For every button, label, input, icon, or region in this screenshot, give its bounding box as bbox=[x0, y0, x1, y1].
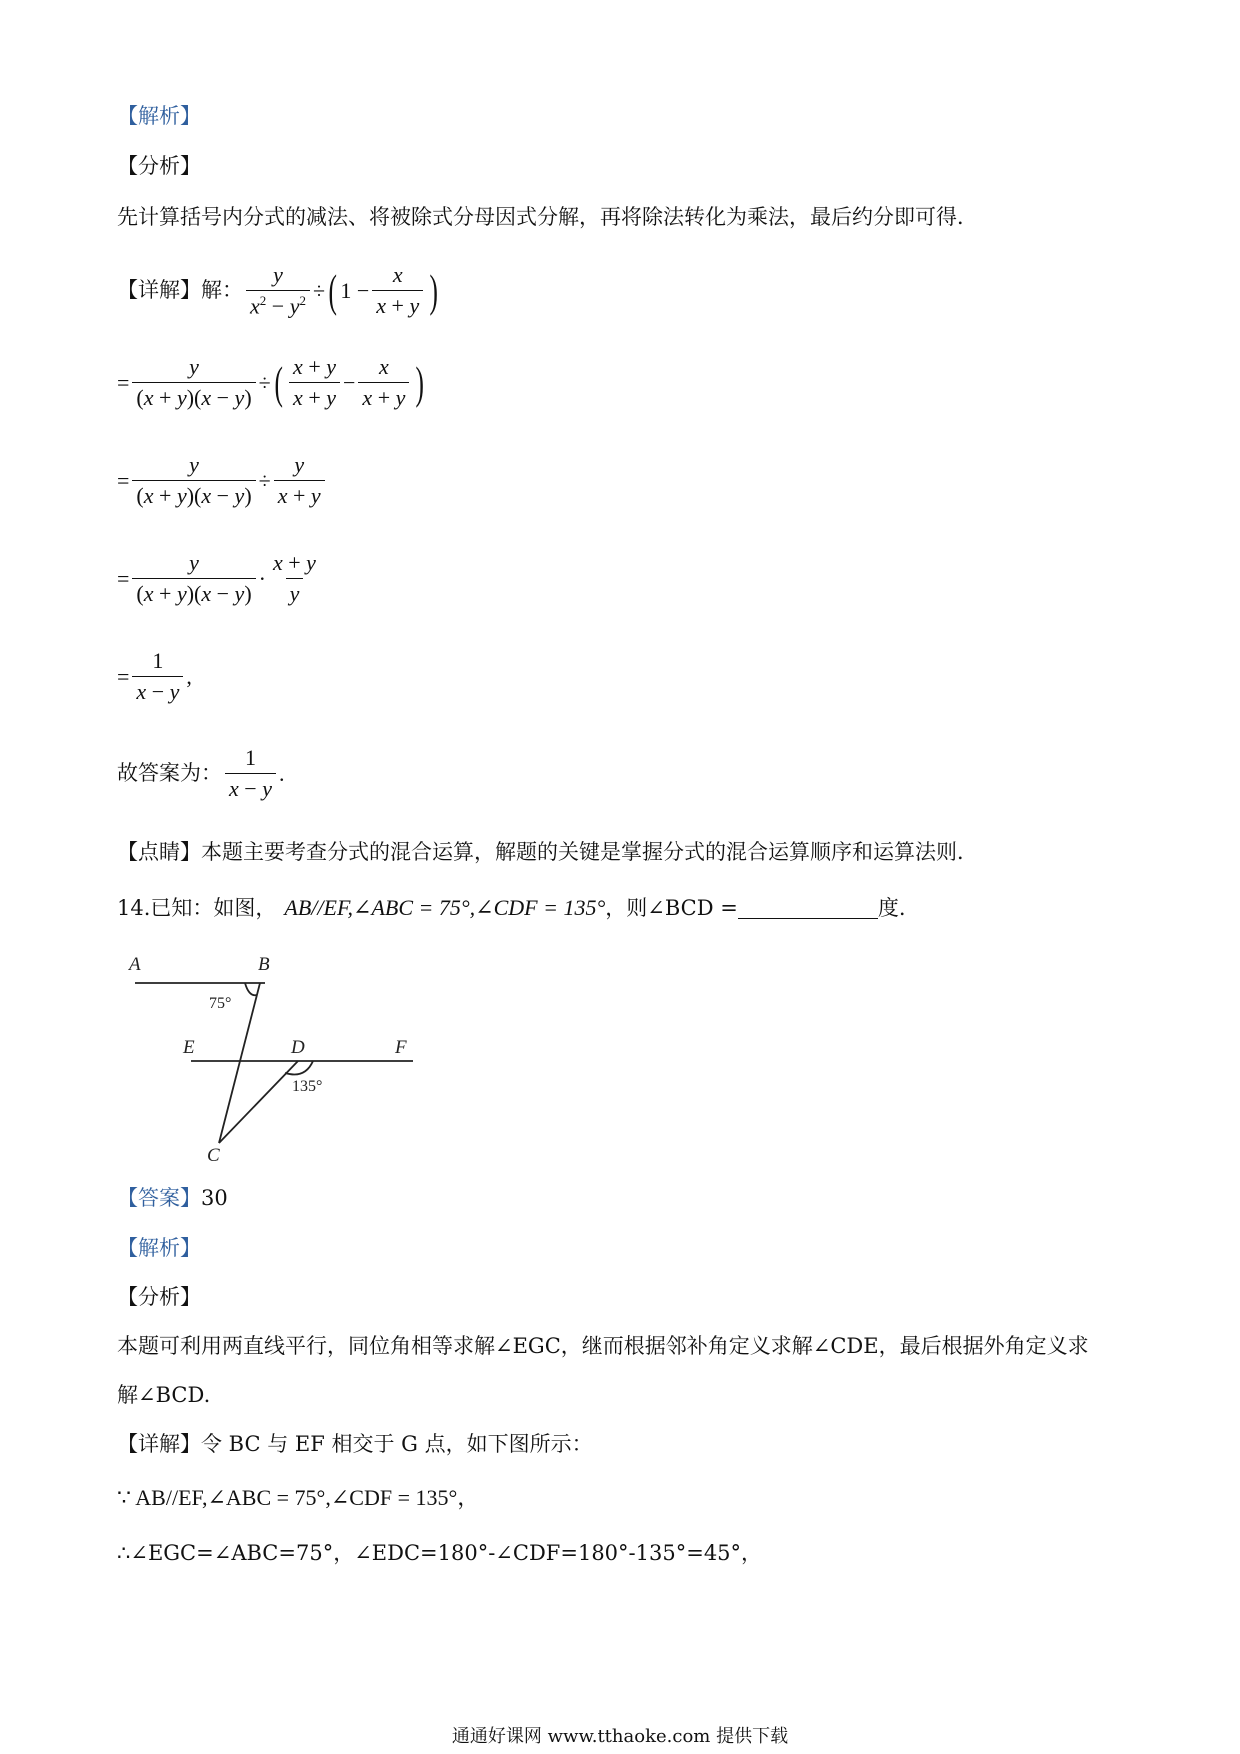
arc-75 bbox=[245, 983, 257, 995]
answer-blank bbox=[738, 898, 878, 919]
label-e: E bbox=[183, 1037, 195, 1058]
analysis-text-2b: 解∠BCD. bbox=[117, 1383, 211, 1407]
label-d: D bbox=[291, 1037, 305, 1058]
therefore-line: ∴∠EGC=∠ABC=75°，∠EDC=180°-∠CDF=180°-135°=45°， bbox=[117, 1541, 763, 1565]
daan-value: 30 bbox=[201, 1186, 228, 1210]
q14-number: 14.已知：如图， bbox=[117, 895, 277, 920]
angle-135-label: 135° bbox=[292, 1078, 323, 1095]
question-14 bbox=[117, 897, 906, 919]
fenxi-tag-1: 【分析】 bbox=[117, 154, 201, 178]
q14-tail-post: 度. bbox=[877, 895, 906, 920]
math-step-2: = $\frac{y}{(x + y)(x - y)}$ ÷ $\frac{y}{x + y}$ bbox=[117, 452, 328, 509]
label-c: C bbox=[207, 1145, 220, 1165]
answer-prefix: 故答案为： bbox=[117, 761, 222, 785]
because-line: ∵ AB//EF,∠ABC = 75°,∠CDF = 135°， bbox=[117, 1485, 480, 1510]
analysis-text-1: 先计算括号内分式的减法、将被除式分母因式分解，再将除法转化为乘法，最后约分即可得． bbox=[117, 205, 978, 229]
label-a: A bbox=[129, 954, 141, 975]
math-step-0: 【详解】解： $\frac{y}{x^2 - y^2}$ ÷ ( 1 − $\frac{x}{x + y}$ ) bbox=[117, 262, 439, 319]
math-step-4: = $\frac{1}{x - y}$ , bbox=[117, 648, 192, 704]
label-b: B bbox=[258, 954, 270, 975]
analysis-text-2a: 本题可利用两直线平行，同位角相等求解∠EGC，继而根据邻补角定义求解∠CDE，最后根据外角定义求 bbox=[117, 1334, 1089, 1358]
q14-given: AB//EF,∠ABC = 75°,∠CDF = 135° bbox=[284, 895, 606, 920]
dianjing-text: 【点睛】本题主要考查分式的混合运算，解题的关键是掌握分式的混合运算顺序和运算法则． bbox=[117, 840, 978, 864]
daan-tag: 【答案】 bbox=[117, 1186, 201, 1210]
angle-75-label: 75° bbox=[209, 995, 232, 1012]
q14-tail-pre: ，则∠BCD = bbox=[605, 895, 738, 920]
math-step-1: = $\frac{y}{(x + y)(x - y)}$ ÷ ( $\frac{x + y}{x + y}$ − $\frac{x}{x + y}$ ) bbox=[117, 354, 425, 410]
answer-suffix: . bbox=[278, 760, 285, 786]
math-step-3: = $\frac{y}{(x + y)(x - y)}$ · $\frac{x + y}{y}$ bbox=[117, 550, 316, 606]
jiexi-tag-1: 【解析】 bbox=[117, 104, 201, 128]
jiexi-tag-2: 【解析】 bbox=[117, 1236, 201, 1260]
daan-line bbox=[117, 1188, 228, 1209]
xiangjie-tag-1: 【详解】解： bbox=[117, 278, 243, 303]
fenxi-tag-2: 【分析】 bbox=[117, 1285, 201, 1309]
answer-line: 故答案为： $\frac{1}{x - y}$ . bbox=[117, 745, 285, 801]
arc-135 bbox=[285, 1061, 313, 1075]
xiangjie-text-2: 【详解】令 BC 与 EF 相交于 G 点，如下图所示： bbox=[117, 1432, 593, 1456]
label-f: F bbox=[395, 1037, 407, 1058]
page-footer: 通通好课网 www.tthaoke.com 提供下载 bbox=[451, 1726, 789, 1747]
geometry-figure bbox=[115, 945, 435, 1165]
